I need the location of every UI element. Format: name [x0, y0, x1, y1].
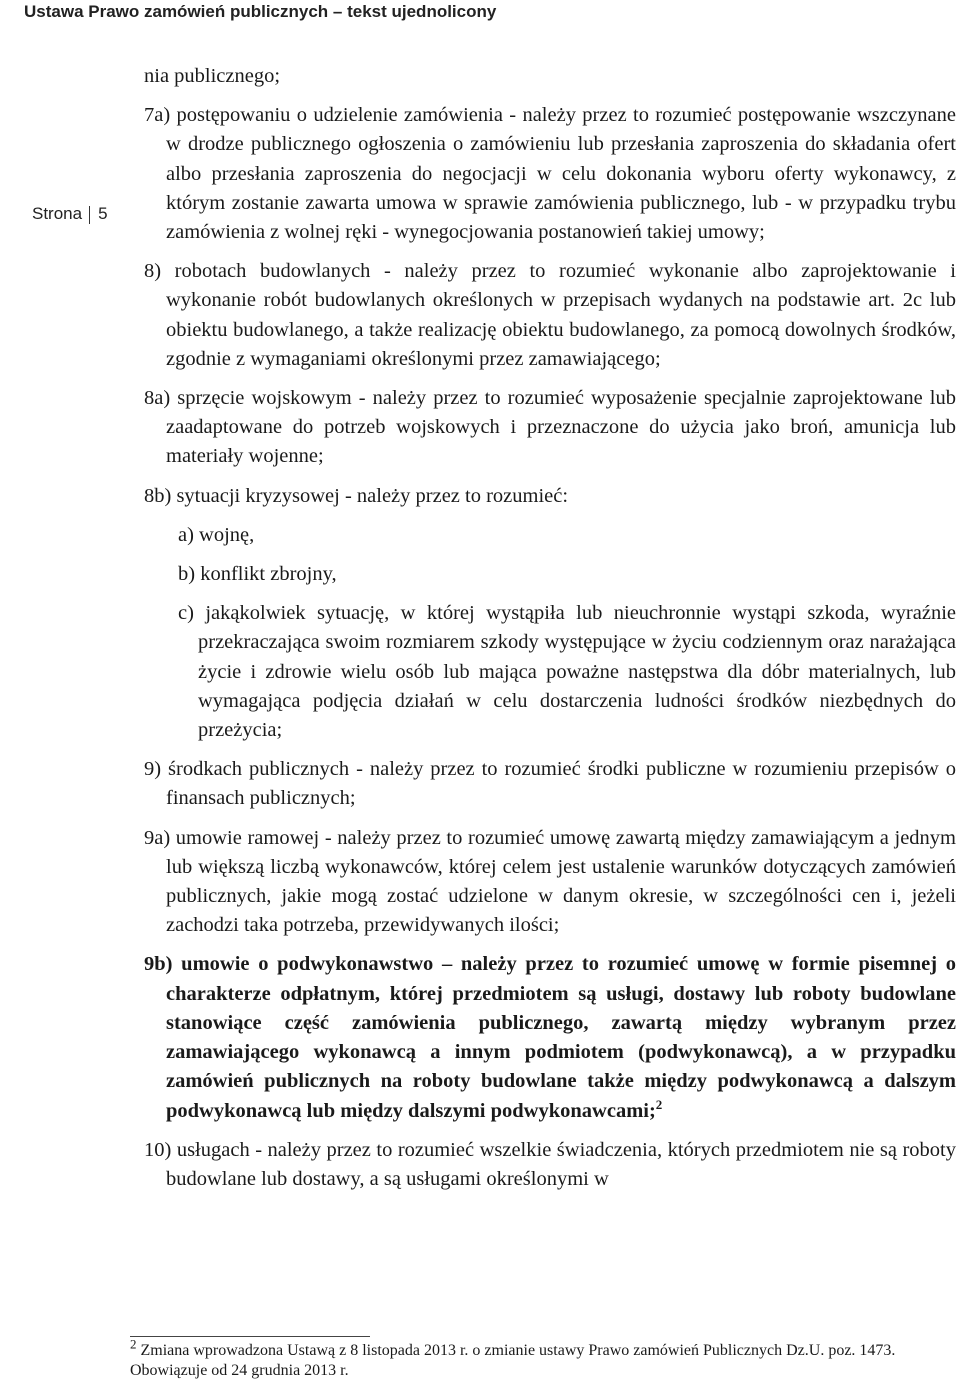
definition-9b-text: 9b) umowie o podwykonawstwo – należy przez to rozumieć umowę w formie pisemnej o charakterze odpłatnym, której przedmiotem są usługi, dostawy lub roboty budowlane stanowiące część zamówienia publicznego, zawartą między wybranym przez zamawiającego wykonawcą a innym podmiotem (podwykonawcą), a w przypadku zamówień publicznych na roboty budowlane także między podwykonawcą a dalszym podwykonawcą lub między dalszymi podwykonawcami; [144, 953, 956, 1122]
document-body [144, 62, 956, 1204]
definition-9: 9) środkach publicznych - należy przez to rozumieć środki publiczne w rozumieniu przepisów o finansach publicznych; [144, 758, 956, 810]
definition-continuation: nia publicznego; [144, 65, 281, 87]
document-header: Ustawa Prawo zamówień publicznych – tekst ujednolicony [24, 2, 497, 21]
footnote [130, 1336, 956, 1381]
definition-10: 10) usługach - należy przez to rozumieć wszelkie świadczenia, których przedmiotem nie są roboty budowlane lub dostawy, a są usługami określonymi w [144, 1138, 956, 1190]
page-number-label [32, 204, 108, 224]
footnote-divider [130, 1336, 370, 1337]
definition-8b-a: a) wojnę, [178, 523, 255, 546]
page-separator [89, 206, 90, 224]
definition-8: 8) robotach budowlanych - należy przez to rozumieć wykonanie albo zaprojektowanie i wykonanie robót budowlanych określonych w przepisach wydanych na podstawie art. 2c lub obiektu budowlanego, a także realizację obiektu budowlanego, za pomocą dowolnych środków, zgodnie z wymaganiami określonymi przez zamawiającego; [144, 260, 956, 370]
definition-7a: 7a) postępowaniu o udzielenie zamówienia - należy przez to rozumieć postępowanie wszczynane w drodze publicznego ogłoszenia o zamówieniu lub przesłania zaproszenia do składania ofert albo przesłania zaproszenia do negocjacji w celu dokonania wyboru oferty wykonawcy, z którym zostanie zawarta umowa w sprawie zamówienia publicznego, lub - w przypadku trybu zamówienia z wolnej ręki - wynegocjowania postanowień takiej umowy; [144, 104, 956, 244]
definition-8b-c: c) jakąkolwiek sytuację, w której wystąpiła lub nieuchronnie wystąpi szkoda, wyraźnie przekraczająca swoim rozmiarem szkody występujące w życiu codziennym oraz narażająca życie i zdrowie wielu osób lub mająca poważne następstwa dla dóbr materialnych, lub wymagająca podjęcia działań w celu dostarczenia ludności środków niezbędnych do przeżycia; [178, 602, 956, 742]
definition-8b: 8b) sytuacji kryzysowej - należy przez to rozumieć: [144, 484, 569, 507]
footnote-number: 2 [130, 1336, 137, 1352]
page-number: 5 [98, 204, 108, 223]
page-word: Strona [32, 204, 83, 223]
definition-8b-b: b) konflikt zbrojny, [178, 563, 337, 586]
definition-8a: 8a) sprzęcie wojskowym - należy przez to rozumieć wyposażenie specjalnie zaprojektowane lub zaadaptowane do potrzeb wojskowych i przeznaczone do użycia jako broń, amunicja lub materiały wojenne; [144, 387, 956, 468]
footnote-text: Zmiana wprowadzona Ustawą z 8 listopada 2013 r. o zmianie ustawy Prawo zamówień Publicznych Dz.U. poz. 1473. Obowiązuje od 24 grudnia 2013 r. [130, 1342, 896, 1379]
footnote-ref: 2 [655, 1096, 663, 1112]
definition-9b [144, 950, 956, 1125]
definition-9a: 9a) umowie ramowej - należy przez to rozumieć umowę zawartą między zamawiającym a jednym lub większą liczbą wykonawców, której celem jest ustalenie warunków dotyczących zamówień publicznych, jakie mogą zostać udzielone w danym okresie, w szczególności cen i, jeżeli zachodzi taka potrzeba, przewidywanych ilości; [144, 826, 956, 937]
